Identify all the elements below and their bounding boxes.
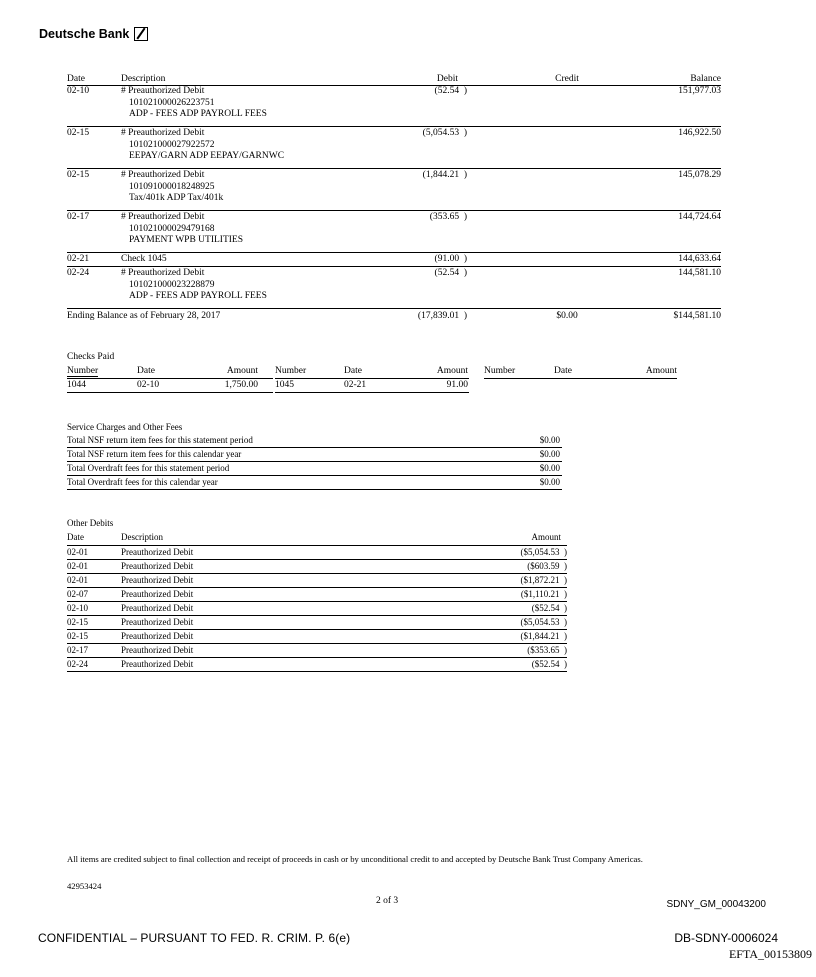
ledger-row-balance: 144,724.64 bbox=[678, 212, 721, 222]
other-debit-row bbox=[67, 560, 567, 574]
service-charge-row bbox=[67, 434, 562, 448]
ending-balance-credit: $0.00 bbox=[556, 311, 578, 321]
ledger-row-reference: 101021000023228879 bbox=[129, 279, 215, 290]
ledger-row-payee: PAYMENT WPB UTILITIES bbox=[129, 235, 244, 245]
other-debit-amount: ($1,872.21 ) bbox=[520, 575, 567, 585]
ledger-row-description: # Preauthorized Debit bbox=[121, 128, 205, 138]
ledger-row-debit: (353.65 ) bbox=[429, 212, 467, 222]
checks-paid-header-rule bbox=[484, 378, 677, 379]
ledger-row-payee: ADP - FEES ADP PAYROLL FEES bbox=[129, 291, 267, 301]
ledger-row-reference: 101021000027922572 bbox=[129, 139, 215, 150]
checks-paid-header-number: Number bbox=[67, 366, 99, 376]
other-debit-description: Preauthorized Debit bbox=[121, 645, 194, 655]
other-debits-header-description: Description bbox=[121, 532, 163, 542]
ledger-row-date: 02-21 bbox=[67, 254, 90, 264]
ending-balance-label: Ending Balance as of February 28, 2017 bbox=[67, 311, 221, 321]
other-debit-amount: ($5,054.53 ) bbox=[520, 547, 567, 557]
other-debit-date: 02-24 bbox=[67, 659, 88, 669]
other-debit-row bbox=[67, 602, 567, 616]
other-debit-date: 02-15 bbox=[67, 617, 88, 627]
ledger-row-debit: (52.54 ) bbox=[434, 86, 467, 96]
other-debit-amount: ($603.59 ) bbox=[527, 561, 567, 571]
service-charge-label: Total NSF return item fees for this calendar year bbox=[67, 449, 242, 459]
service-charge-label: Total Overdraft fees for this calendar year bbox=[67, 477, 218, 487]
checks-paid-header bbox=[67, 366, 687, 379]
checks-paid-header-rule bbox=[67, 378, 273, 379]
ledger-header-credit: Credit bbox=[555, 74, 579, 84]
ledger-row-description: # Preauthorized Debit bbox=[121, 212, 205, 222]
other-debit-row bbox=[67, 630, 567, 644]
ending-balance-debit: (17,839.01 ) bbox=[417, 311, 467, 321]
service-charge-label: Total NSF return item fees for this statement period bbox=[67, 435, 253, 445]
other-debit-description: Preauthorized Debit bbox=[121, 575, 194, 585]
ledger-row-reference: 101021000029479168 bbox=[129, 223, 215, 234]
service-charge-amount: $0.00 bbox=[539, 477, 560, 487]
account-reference: 42953424 bbox=[67, 881, 102, 891]
other-debit-row bbox=[67, 546, 567, 560]
other-debit-date: 02-07 bbox=[67, 589, 88, 599]
checks-paid-header-date: Date bbox=[137, 366, 155, 376]
disclaimer: All items are credited subject to final collection and receipt of proceeds in cash or by unconditional credit to and accepted by Deutsche Bank Trust Company Americas. bbox=[67, 854, 643, 864]
other-debits-title: Other Debits bbox=[67, 518, 114, 528]
checks-paid-header-amount: Amount bbox=[436, 366, 468, 376]
other-debit-date: 02-01 bbox=[67, 575, 88, 585]
ledger-row-description: # Preauthorized Debit bbox=[121, 170, 205, 180]
service-charge-row bbox=[67, 462, 562, 476]
bank-logo bbox=[39, 27, 148, 41]
checks-paid-header-number: Number bbox=[275, 366, 307, 376]
ledger-row-description: # Preauthorized Debit bbox=[121, 268, 205, 278]
other-debit-date: 02-17 bbox=[67, 645, 88, 655]
ending-balance-row bbox=[67, 311, 721, 323]
ledger-row-date: 02-10 bbox=[67, 86, 90, 96]
ledger-row-debit: (91.00 ) bbox=[434, 254, 467, 264]
efta-number: EFTA_00153809 bbox=[728, 947, 812, 961]
checks-paid-row-rule bbox=[275, 392, 469, 393]
ledger-row-date: 02-24 bbox=[67, 268, 90, 278]
service-charge-row bbox=[67, 476, 562, 490]
other-debit-date: 02-15 bbox=[67, 631, 88, 641]
ledger-header-balance: Balance bbox=[690, 74, 721, 84]
bates-number-sdny: SDNY_GM_00043200 bbox=[666, 899, 766, 910]
other-debit-description: Preauthorized Debit bbox=[121, 589, 194, 599]
other-debit-amount: ($52.54 ) bbox=[531, 659, 567, 669]
ledger-row-description: # Preauthorized Debit bbox=[121, 86, 205, 96]
ledger-row-balance: 145,078.29 bbox=[678, 170, 721, 180]
other-debits-header-amount: Amount bbox=[531, 532, 561, 542]
ledger-header bbox=[67, 74, 721, 86]
ledger-row bbox=[67, 170, 721, 211]
other-debit-amount: ($52.54 ) bbox=[531, 603, 567, 613]
other-debit-date: 02-10 bbox=[67, 603, 88, 613]
checks-paid-row bbox=[67, 380, 469, 393]
other-debit-amount: ($1,110.21 ) bbox=[520, 589, 567, 599]
ledger-row-debit: (52.54 ) bbox=[434, 268, 467, 278]
service-charge-row bbox=[67, 448, 562, 462]
ledger-row-balance: 144,581.10 bbox=[678, 268, 721, 278]
ledger-row-date: 02-15 bbox=[67, 170, 90, 180]
other-debits-header-date: Date bbox=[67, 532, 84, 542]
ledger-row-debit: (5,054.53 ) bbox=[422, 128, 467, 138]
ledger-row bbox=[67, 128, 721, 169]
page-number: 2 of 3 bbox=[376, 896, 399, 906]
ledger-row-description: Check 1045 bbox=[121, 254, 167, 264]
ledger-row-payee: Tax/401k ADP Tax/401k bbox=[129, 193, 224, 203]
other-debit-row bbox=[67, 588, 567, 602]
deutsche-bank-slash-icon bbox=[134, 27, 148, 41]
ledger-row-reference: 101091000018248925 bbox=[129, 181, 215, 192]
ledger-row bbox=[67, 254, 721, 267]
other-debits-header bbox=[67, 532, 567, 546]
service-charges-title: Service Charges and Other Fees bbox=[67, 422, 183, 432]
checks-paid-header-number: Number bbox=[484, 366, 516, 376]
bank-name: Deutsche Bank bbox=[39, 27, 130, 41]
checks-paid-header-amount: Amount bbox=[226, 366, 258, 376]
other-debit-row bbox=[67, 574, 567, 588]
service-charge-amount: $0.00 bbox=[539, 449, 560, 459]
other-debit-description: Preauthorized Debit bbox=[121, 631, 194, 641]
checks-paid-row-rule bbox=[67, 392, 273, 393]
other-debit-description: Preauthorized Debit bbox=[121, 617, 194, 627]
ledger-row-date: 02-15 bbox=[67, 128, 90, 138]
checks-paid-header-rule bbox=[275, 378, 469, 379]
other-debit-amount: ($5,054.53 ) bbox=[520, 617, 567, 627]
other-debit-row bbox=[67, 616, 567, 630]
checks-paid-header-date: Date bbox=[554, 366, 572, 376]
other-debit-date: 02-01 bbox=[67, 547, 88, 557]
other-debit-amount: ($353.65 ) bbox=[527, 645, 567, 655]
ledger-row-payee: EEPAY/GARN ADP EEPAY/GARNWC bbox=[129, 151, 285, 161]
ledger-row-payee: ADP - FEES ADP PAYROLL FEES bbox=[129, 109, 267, 119]
other-debit-row bbox=[67, 658, 567, 672]
service-charges-table bbox=[67, 434, 562, 490]
check-number: 1044 bbox=[67, 380, 86, 390]
check-date: 02-10 bbox=[137, 380, 160, 390]
check-amount: 1,750.00 bbox=[224, 380, 258, 390]
ledger-header-date: Date bbox=[67, 74, 85, 84]
other-debit-row bbox=[67, 644, 567, 658]
other-debit-amount: ($1,844.21 ) bbox=[520, 631, 567, 641]
confidential-notice: CONFIDENTIAL – PURSUANT TO FED. R. CRIM. P. 6(e) bbox=[38, 931, 351, 945]
ledger-header-description: Description bbox=[121, 74, 166, 84]
db-bates-number: DB-SDNY-0006024 bbox=[674, 931, 778, 945]
ledger-header-debit: Debit bbox=[436, 74, 458, 84]
ledger-row-balance: 151,977.03 bbox=[678, 86, 721, 96]
ledger-row bbox=[67, 86, 721, 127]
ledger-row-balance: 146,922.50 bbox=[678, 128, 721, 138]
other-debit-description: Preauthorized Debit bbox=[121, 603, 194, 613]
other-debit-description: Preauthorized Debit bbox=[121, 561, 194, 571]
check-date: 02-21 bbox=[344, 380, 367, 390]
service-charge-amount: $0.00 bbox=[539, 435, 560, 445]
ending-balance-amount: $144,581.10 bbox=[673, 311, 721, 321]
other-debit-date: 02-01 bbox=[67, 561, 88, 571]
service-charge-amount: $0.00 bbox=[539, 463, 560, 473]
ledger-row-reference: 101021000026223751 bbox=[129, 97, 215, 108]
other-debit-description: Preauthorized Debit bbox=[121, 547, 194, 557]
ledger-row-date: 02-17 bbox=[67, 212, 90, 222]
check-amount: 91.00 bbox=[446, 380, 468, 390]
check-number: 1045 bbox=[275, 380, 294, 390]
ledger-row bbox=[67, 212, 721, 253]
ledger-row-debit: (1,844.21 ) bbox=[422, 170, 467, 180]
other-debits-table bbox=[67, 532, 567, 672]
other-debit-description: Preauthorized Debit bbox=[121, 659, 194, 669]
service-charge-label: Total Overdraft fees for this statement period bbox=[67, 463, 230, 473]
ledger-row-balance: 144,633.64 bbox=[678, 254, 721, 264]
checks-paid-title: Checks Paid bbox=[67, 352, 115, 362]
ledger-row bbox=[67, 268, 721, 309]
checks-paid-header-date: Date bbox=[344, 366, 362, 376]
checks-paid-header-amount: Amount bbox=[645, 366, 677, 376]
